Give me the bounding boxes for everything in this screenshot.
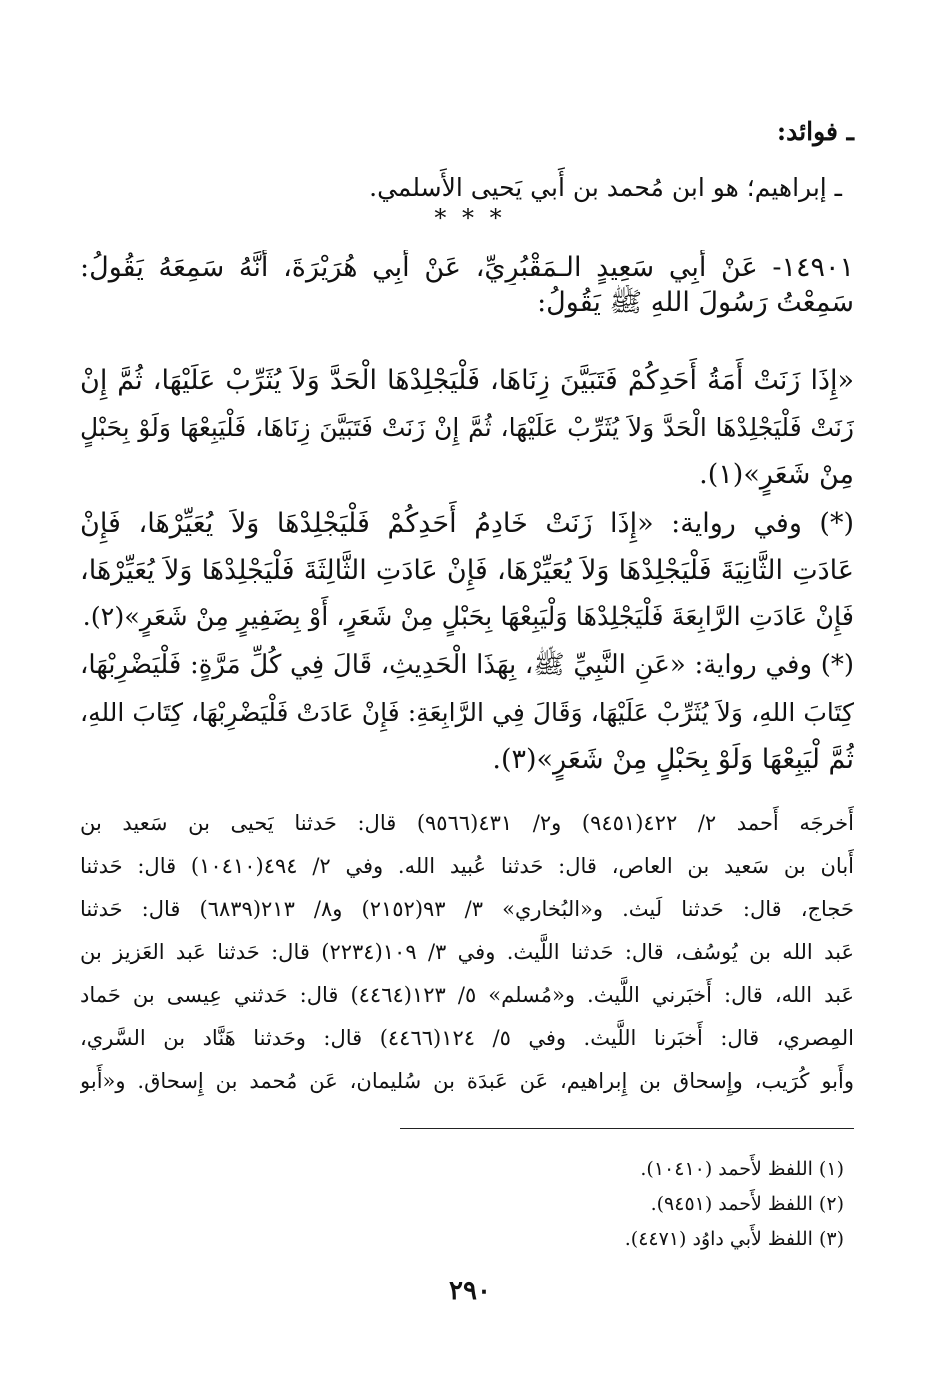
takhrij-line: عَبد الله بن يُوسُف، قال: حَدثنا اللَّيث. وفي ٣/ ١٠٩(٢٢٣٤) قال: حَدثنا عَبد العَزيز بن	[80, 940, 854, 964]
narration-line: كِتَابَ اللهِ، وَلاَ يُثَرِّبْ عَلَيْهَا، وَقَالَ فِي الرَّابِعَةِ: فَإِنْ عَادَتْ فَلْيَضْرِبْهَا، كِتَابَ اللهِ،	[80, 698, 854, 727]
narration-line: فَإِنْ عَادَتِ الرَّابِعَةَ فَلْيَجْلِدْهَا وَلْيَبِعْهَا بِحَبْلٍ مِنْ شَعَرٍ، أَوْ بِضَفِيرٍ مِنْ شَعَرٍ»(٢).	[82, 602, 854, 632]
takhrij-line: وأَبو كُرَيب، وإِسحاق بن إِبراهيم، عَن عَبدَة بن سُليمان، عَن مُحمد بن إِسحاق. و«أَبو	[80, 1069, 854, 1093]
footnote-divider	[400, 1128, 854, 1129]
hadith-intro	[80, 250, 854, 320]
takhrij-line: أَخرجَه أَحمد ٢/ ٤٢٢(٩٤٥١) و٢/ ٤٣١(٩٥٦٦) قال: حَدثنا يَحيى بن سَعيد بن	[80, 811, 854, 835]
section-separator: * * *	[434, 204, 506, 232]
footnotes	[80, 1152, 854, 1257]
takhrij-section	[80, 802, 854, 1103]
page-number: ٢٩٠	[449, 1276, 491, 1306]
narration-line: ثُمَّ لْيَبِعْهَا وَلَوْ بِحَبْلٍ مِنْ شَعَرٍ»(٣).	[492, 744, 854, 775]
footnote: (١) اللفظ لأَحمد (١٠٤١٠).	[640, 1158, 844, 1180]
footnote: (٣) اللفظ لأَبي داوُد (٤٤٧١).	[624, 1228, 844, 1250]
narration-line: عَادَتِ الثَّانِيَةَ فَلْيَجْلِدْهَا وَلاَ يُعَيِّرْهَا، فَإِنْ عَادَتِ الثَّالِثَةَ فَلْيَجْلِدْهَا وَلاَ يُعَيِّرْهَا،	[80, 555, 854, 586]
hadith-intro-line: سَمِعْتُ رَسُولَ اللهِ ﷺ يَقُولُ:	[537, 287, 854, 318]
footnote: (٢) اللفظ لأَحمد (٩٤٥١).	[650, 1193, 844, 1215]
narration-line: (*) وفي رواية: «إِذَا زَنَتْ خَادِمُ أَحَدِكُمْ فَلْيَجْلِدْهَا وَلاَ يُعَيِّرْهَا، فَإِنْ	[80, 508, 854, 539]
takhrij-line: أَبان بن سَعيد بن العاص، قال: حَدثنا عُبيد الله. وفي ٢/ ٤٩٤(١٠٤١٠) قال: حَدثنا	[80, 854, 854, 878]
hadith-text-line: «إِذَا زَنَتْ أَمَةُ أَحَدِكُمْ فَتَبَيَّنَ زِنَاهَا، فَلْيَجْلِدْهَا الْحَدَّ وَلاَ يُثَرِّبْ عَلَيْهَا، ثُمَّ إِنْ	[80, 365, 854, 396]
benefits-line: ـ إبراهيم؛ هو ابن مُحمد بن أَبي يَحيى الأَسلمي.	[369, 173, 842, 202]
narration-1	[80, 500, 854, 641]
hadith-text-line: زَنَتْ فَلْيَجْلِدْهَا الْحَدَّ وَلاَ يُثَرِّبْ عَلَيْهَا، ثُمَّ إِنْ زَنَتْ فَتَبَيَّنَ زِنَاهَا، فَلْيَبِعْهَا وَلَوْ بِحَبْلٍ	[80, 413, 854, 442]
hadith-intro-line: ١٤٩٠١- عَنْ أَبِي سَعِيدٍ الـمَقْبُرِيِّ، عَنْ أَبِي هُرَيْرَةَ، أَنَّهُ سَمِعَهُ يَقُولُ:	[80, 252, 854, 283]
hadith-text	[80, 357, 854, 498]
benefits-section	[80, 112, 854, 208]
takhrij-line: عَبد الله، قال: أَخبَرني اللَّيث. و«مُسلم» ٥/ ١٢٣(٤٤٦٤) قال: حَدثني عِيسى بن حَماد	[80, 983, 854, 1007]
narration-line: (*) وفي رواية: «عَنِ النَّبِيِّ ﷺ، بِهَذَا الْحَدِيثِ، قَالَ فِي كُلِّ مَرَّةٍ: فَلْيَضْرِبْهَا،	[80, 650, 854, 680]
takhrij-line: حَجاج، قال: حَدثنا لَيث. و«البُخاري» ٣/ ٩٣(٢١٥٢) و٨/ ٢١٣(٦٨٣٩) قال: حَدثنا	[80, 897, 854, 921]
takhrij-line: المِصري، قال: أَخبَرنا اللَّيث. وفي ٥/ ١٢٤(٤٤٦٦) قال: وحَدثنا هَنَّاد بن السَّري،	[80, 1026, 854, 1050]
narration-2	[80, 642, 854, 783]
benefits-heading: ـ فوائد:	[776, 117, 854, 146]
hadith-text-line: مِنْ شَعَرٍ»(١).	[699, 459, 854, 490]
